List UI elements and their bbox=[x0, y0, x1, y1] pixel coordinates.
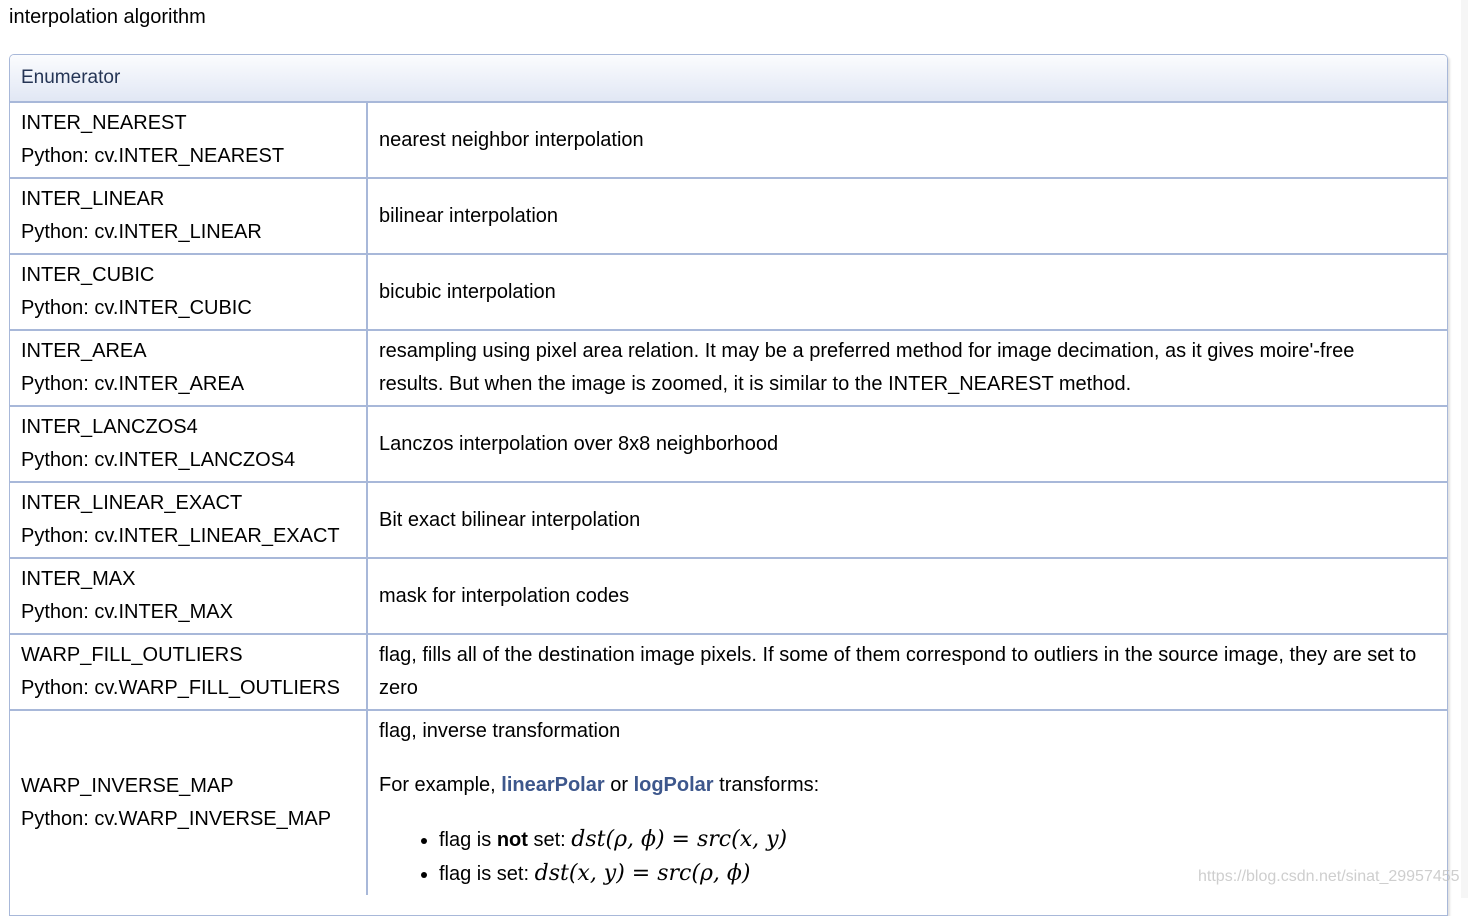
enum-description: nearest neighbor interpolation bbox=[379, 128, 644, 151]
enum-name: INTER_AREA bbox=[21, 340, 147, 362]
enum-name-cell bbox=[10, 482, 367, 558]
formula: dst(ρ, ϕ) = src(x, y) bbox=[571, 827, 788, 852]
enum-name-cell bbox=[10, 406, 367, 482]
enumerator-table bbox=[9, 54, 1448, 916]
bullet-suffix: set: bbox=[527, 829, 572, 851]
example-text bbox=[379, 769, 1417, 802]
enum-python-name: Python: cv.INTER_NEAREST bbox=[21, 145, 285, 167]
enum-python-name: Python: cv.WARP_INVERSE_MAP bbox=[21, 808, 332, 830]
bullet-prefix: flag is set: bbox=[439, 863, 535, 885]
enum-python-name: Python: cv.INTER_MAX bbox=[21, 601, 233, 623]
enum-name-cell bbox=[10, 710, 367, 895]
enum-name-cell bbox=[10, 254, 367, 330]
table-row bbox=[10, 254, 1447, 330]
enum-description: bilinear interpolation bbox=[367, 178, 1447, 254]
enum-name: INTER_NEAREST bbox=[21, 112, 187, 134]
enum-description: bicubic interpolation bbox=[367, 254, 1447, 330]
enum-name: INTER_LANCZOS4 bbox=[21, 416, 198, 438]
enum-python-name: Python: cv.INTER_LINEAR bbox=[21, 221, 262, 243]
enum-name-cell bbox=[10, 558, 367, 634]
example-prefix: For example, bbox=[379, 774, 502, 796]
enum-python-name: Python: cv.INTER_CUBIC bbox=[21, 297, 252, 319]
enum-name-cell bbox=[10, 330, 367, 406]
enum-description: flag, fills all of the destination image pixels. If some of them correspond to outliers in the source image, they are set to zero bbox=[367, 634, 1447, 710]
enum-description: Bit exact bilinear interpolation bbox=[367, 482, 1447, 558]
watermark: https://blog.csdn.net/sinat_29957455 bbox=[1198, 868, 1460, 885]
table-row bbox=[10, 482, 1447, 558]
enum-python-name: Python: cv.INTER_LINEAR_EXACT bbox=[21, 525, 340, 547]
enum-description: Lanczos interpolation over 8x8 neighborhood bbox=[367, 406, 1447, 482]
enum-description: resampling using pixel area relation. It may be a preferred method for image decimation, as it gives moire'-free results. But when the image is zoomed, it is similar to the INTER_NEAREST method. bbox=[367, 330, 1447, 406]
enum-name-cell bbox=[10, 634, 367, 710]
table-header: Enumerator bbox=[10, 55, 1447, 102]
or-text: or bbox=[604, 774, 634, 796]
linearpolar-link[interactable]: linearPolar bbox=[501, 774, 605, 796]
table-caption: interpolation algorithm bbox=[9, 6, 206, 28]
table-row bbox=[10, 102, 1447, 178]
enum-description: mask for interpolation codes bbox=[367, 558, 1447, 634]
enum-python-name: Python: cv.INTER_AREA bbox=[21, 373, 245, 395]
list-item bbox=[439, 823, 1417, 857]
table-row bbox=[10, 634, 1447, 710]
enum-python-name: Python: cv.INTER_LANCZOS4 bbox=[21, 449, 296, 471]
table-row bbox=[10, 558, 1447, 634]
table-row bbox=[10, 178, 1447, 254]
enum-name: INTER_LINEAR_EXACT bbox=[21, 492, 243, 514]
example-suffix: transforms: bbox=[713, 774, 820, 796]
enum-name: INTER_LINEAR bbox=[21, 188, 165, 210]
table-row bbox=[10, 330, 1447, 406]
enum-name: INTER_MAX bbox=[21, 568, 136, 590]
bullet-prefix: flag is bbox=[439, 829, 497, 851]
enum-python-name: Python: cv.WARP_FILL_OUTLIERS bbox=[21, 677, 340, 699]
enum-name: WARP_INVERSE_MAP bbox=[21, 775, 234, 797]
logpolar-link[interactable]: logPolar bbox=[633, 774, 714, 796]
enum-name: WARP_FILL_OUTLIERS bbox=[21, 644, 243, 666]
formula: dst(x, y) = src(ρ, ϕ) bbox=[534, 861, 751, 886]
bold-not: not bbox=[496, 829, 528, 851]
vertical-scrollbar[interactable] bbox=[1461, 0, 1468, 898]
description-text: flag, inverse transformation bbox=[379, 720, 621, 742]
enum-name-cell bbox=[10, 178, 367, 254]
enum-name: INTER_CUBIC bbox=[21, 264, 155, 286]
enum-name-cell bbox=[10, 102, 367, 178]
table-row bbox=[10, 406, 1447, 482]
